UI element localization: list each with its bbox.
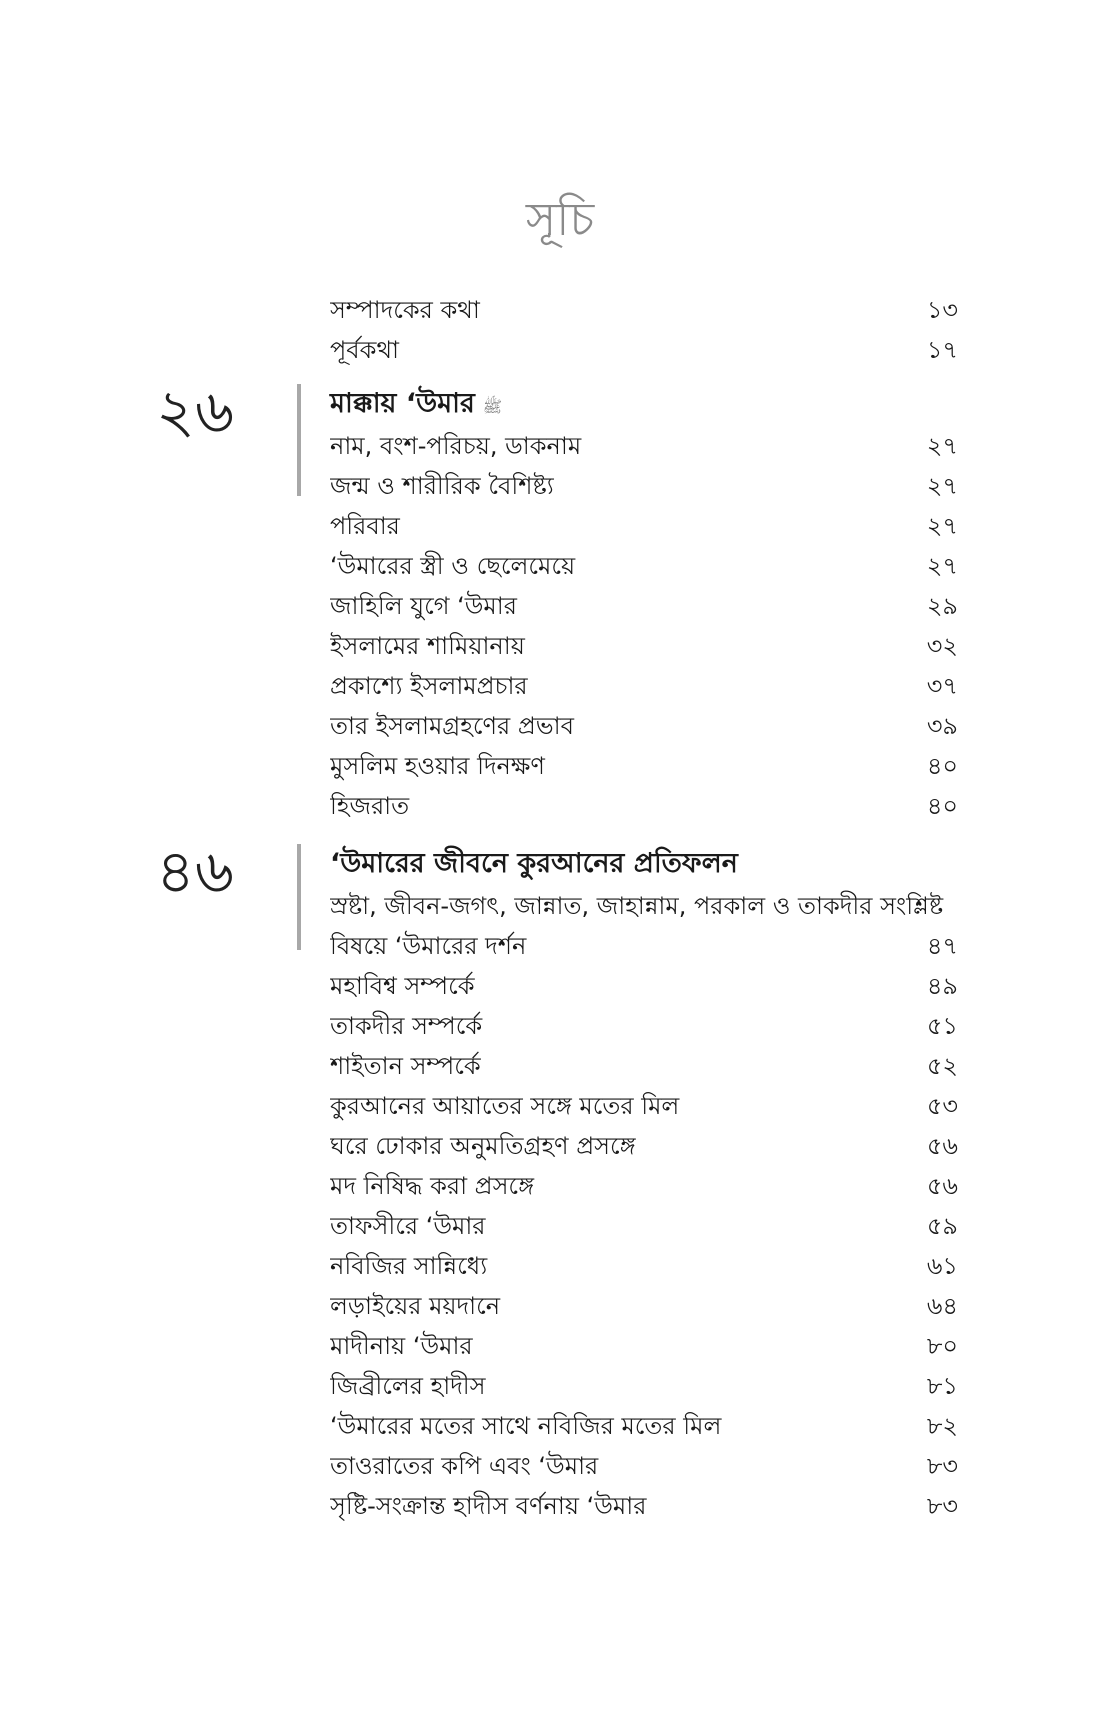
- toc-entry-page: ৫২: [926, 1052, 958, 1080]
- toc-entry[interactable]: [330, 1406, 958, 1446]
- chapter-body: [330, 842, 958, 1526]
- chapter-divider-bar: [297, 844, 301, 950]
- toc-entry-title: তার ইসলামগ্রহণের প্রভাব: [330, 712, 574, 740]
- toc-entry-title: জন্ম ও শারীরিক বৈশিষ্ট্য: [330, 472, 554, 500]
- toc-entry[interactable]: [330, 426, 958, 466]
- toc-entry-page: ৮৩: [926, 1452, 958, 1480]
- toc-entry-title: তাকদীর সম্পর্কে: [330, 1012, 483, 1040]
- chapter-page-number: ২৬: [156, 377, 235, 447]
- toc-entry-title: বিষয়ে ‘উমারের দর্শন: [330, 932, 527, 960]
- toc-entry-page: ৩২: [926, 632, 958, 660]
- toc-entry-page: ২৭: [926, 472, 958, 500]
- toc-entry-title: সম্পাদকের কথা: [330, 296, 480, 324]
- toc-entry[interactable]: [330, 546, 958, 586]
- toc-entry-first-line[interactable]: স্রষ্টা, জীবন-জগৎ, জান্নাত, জাহান্নাম, পরকাল ও তাকদীর সংশ্লিষ্ট: [330, 892, 944, 920]
- page-title: সূচি: [525, 192, 595, 246]
- chapter-title-text: ‘উমারের জীবনে কুরআনের প্রতিফলন: [330, 848, 738, 879]
- toc-entry[interactable]: [330, 1366, 958, 1406]
- chapter-title[interactable]: [330, 382, 958, 426]
- toc-entry-page: ৮৩: [926, 1492, 958, 1520]
- toc-entry-page: ৩৭: [926, 672, 958, 700]
- toc-entry-page: ৫৯: [926, 1212, 958, 1240]
- chapter-body: [330, 382, 958, 826]
- toc-entry-title: ইসলামের শামিয়ানায়: [330, 632, 525, 660]
- front-matter-list: [330, 290, 958, 370]
- chapter-divider-bar: [297, 384, 301, 496]
- toc-entry-page: ৪০: [926, 792, 958, 820]
- toc-entry-page: ৪০: [926, 752, 958, 780]
- toc-entry-title: মহাবিশ্ব সম্পর্কে: [330, 972, 475, 1000]
- toc-entry-title: লড়াইয়ের ময়দানে: [330, 1292, 501, 1320]
- toc-entry[interactable]: [330, 706, 958, 746]
- toc-entry-page: ৪৯: [926, 972, 958, 1000]
- toc-entry[interactable]: [330, 1086, 958, 1126]
- toc-entry-page: ২৭: [926, 552, 958, 580]
- toc-entry[interactable]: [330, 290, 958, 330]
- toc-entry[interactable]: [330, 1446, 958, 1486]
- toc-entry[interactable]: [330, 926, 958, 966]
- toc-entry-page: ৫৩: [926, 1092, 958, 1120]
- toc-entry-page: ৬৪: [926, 1292, 958, 1320]
- toc-entry[interactable]: [330, 1486, 958, 1526]
- toc-entry-title: জিব্রীলের হাদীস: [330, 1372, 486, 1400]
- toc-entry[interactable]: [330, 786, 958, 826]
- toc-entry-title: হিজরাত: [330, 792, 410, 820]
- toc-entry-title: মুসলিম হওয়ার দিনক্ষণ: [330, 752, 545, 780]
- toc-entry-page: ৬১: [926, 1252, 958, 1280]
- toc-entry-page: ১৭: [926, 336, 958, 364]
- toc-entry-title: সৃষ্টি-সংক্রান্ত হাদীস বর্ণনায় ‘উমার: [330, 1492, 647, 1520]
- chapter-title-text: মাক্কায় ‘উমার: [330, 388, 475, 419]
- toc-entry-title: পূর্বকথা: [330, 336, 399, 364]
- toc-entry-page: ৫১: [926, 1012, 958, 1040]
- toc-entry[interactable]: [330, 506, 958, 546]
- toc-entry-title: তাওরাতের কপি এবং ‘উমার: [330, 1452, 599, 1480]
- toc-entry-title: নাম, বংশ-পরিচয়, ডাকনাম: [330, 432, 582, 460]
- honorific-mark: ﷺ: [482, 397, 503, 416]
- toc-entry[interactable]: [330, 666, 958, 706]
- toc-entry-page: ৩৯: [926, 712, 958, 740]
- toc-entry-page: ২৯: [926, 592, 958, 620]
- toc-entry-title: প্রকাশ্যে ইসলামপ্রচার: [330, 672, 528, 700]
- toc-entry[interactable]: [330, 966, 958, 1006]
- toc-entry-title: মাদীনায় ‘উমার: [330, 1332, 473, 1360]
- toc-entry-title: তাফসীরে ‘উমার: [330, 1212, 486, 1240]
- toc-entry[interactable]: [330, 1166, 958, 1206]
- toc-entry-page: ৪৭: [926, 932, 958, 960]
- toc-entry-page: ৮০: [926, 1332, 958, 1360]
- toc-entry-title: পরিবার: [330, 512, 400, 540]
- toc-entry-title: ঘরে ঢোকার অনুমতিগ্রহণ প্রসঙ্গে: [330, 1132, 636, 1160]
- toc-entry[interactable]: [330, 466, 958, 506]
- toc-entry-page: ২৭: [926, 512, 958, 540]
- toc-entry-page: ৮১: [926, 1372, 958, 1400]
- toc-entry[interactable]: [330, 626, 958, 666]
- toc-entry-title: নবিজির সান্নিধ্যে: [330, 1252, 488, 1280]
- toc-entry[interactable]: [330, 330, 958, 370]
- toc-entry-page: ২৭: [926, 432, 958, 460]
- toc-entry[interactable]: [330, 1326, 958, 1366]
- toc-entry-title: ‘উমারের স্ত্রী ও ছেলেমেয়ে: [330, 552, 576, 580]
- toc-entry-page: ৮২: [926, 1412, 958, 1440]
- toc-entry[interactable]: [330, 1286, 958, 1326]
- toc-entry[interactable]: [330, 1126, 958, 1166]
- toc-entry-title: কুরআনের আয়াতের সঙ্গে মতের মিল: [330, 1092, 680, 1120]
- toc-entry[interactable]: [330, 1206, 958, 1246]
- toc-entry[interactable]: [330, 586, 958, 626]
- toc-entry-page: ৫৬: [926, 1172, 958, 1200]
- toc-entry-title: ‘উমারের মতের সাথে নবিজির মতের মিল: [330, 1412, 722, 1440]
- toc-entry-title: জাহিলি যুগে ‘উমার: [330, 592, 517, 620]
- toc-entry-title: মদ নিষিদ্ধ করা প্রসঙ্গে: [330, 1172, 534, 1200]
- toc-entry-page: ৫৬: [926, 1132, 958, 1160]
- toc-entry[interactable]: [330, 1006, 958, 1046]
- toc-entry-page: ১৩: [926, 296, 958, 324]
- chapter-page-number: ৪৬: [156, 837, 234, 907]
- toc-entry[interactable]: [330, 1046, 958, 1086]
- chapter-title[interactable]: [330, 842, 958, 886]
- toc-entry[interactable]: [330, 746, 958, 786]
- toc-entry[interactable]: [330, 1246, 958, 1286]
- toc-entry-title: শাইতান সম্পর্কে: [330, 1052, 481, 1080]
